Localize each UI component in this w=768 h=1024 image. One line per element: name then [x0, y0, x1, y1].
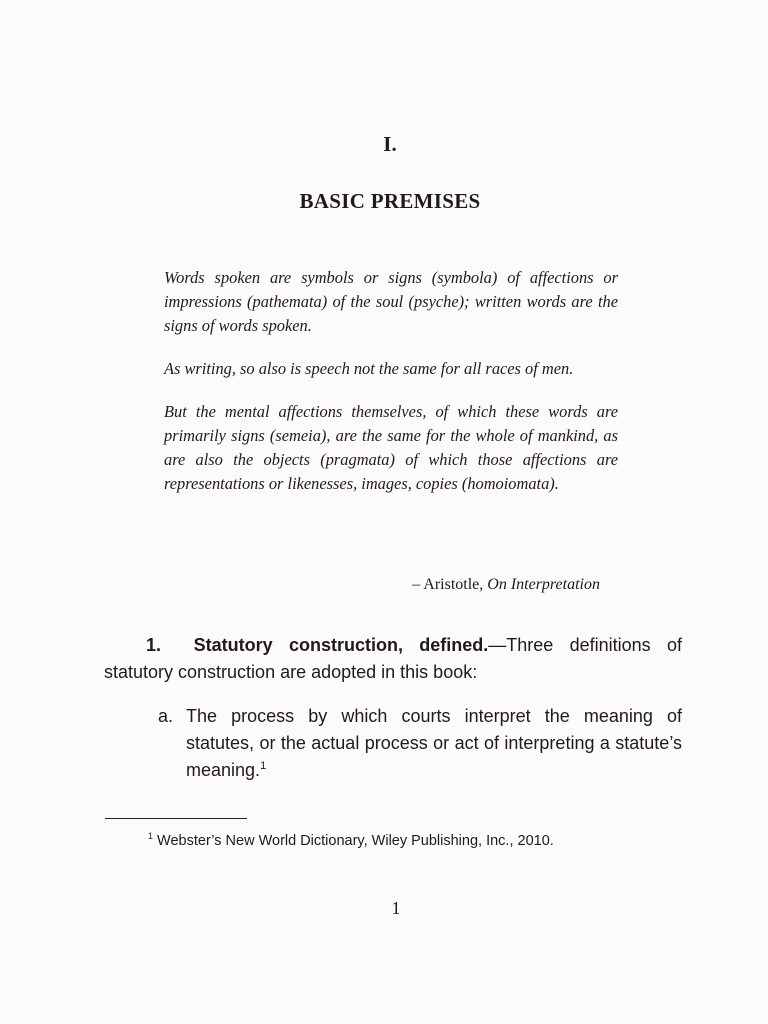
footnote-text: Webster’s New World Dictionary, Wiley Publishing, Inc., 2010. [157, 833, 554, 849]
section-heading: Statutory construction, defined. [193, 635, 489, 655]
epigraph-paragraph: As writing, so also is speech not the same for all races of men. [164, 359, 574, 378]
epigraph [164, 266, 618, 515]
section-number: 1. [146, 635, 162, 655]
epigraph-paragraph: Words spoken are symbols or signs (symbola) of affections or impressions (pathemata) of the soul (psyche); written words are the signs of words spoken. [164, 268, 618, 335]
chapter-title: BASIC PREMISES [299, 189, 481, 213]
footnote [148, 833, 668, 849]
definition-item [158, 703, 682, 784]
attribution-author: – Aristotle, [412, 576, 488, 593]
section-text: —Three definitions of statutory construction are adopted in this book: [104, 635, 682, 682]
epigraph-attribution [164, 576, 600, 594]
epigraph-paragraph: But the mental affections themselves, of which these words are primarily signs (semeia), are the same for the whole of mankind, as are also the objects (pragmata) of which those affections are representations or likenesses, images, copies (homoiomata). [164, 402, 618, 493]
footnote-reference[interactable]: 1 [260, 760, 267, 772]
page-number: 1 [391, 898, 401, 918]
attribution-source: On Interpretation [487, 576, 600, 593]
chapter-number: I. [383, 132, 397, 156]
footnote-number: 1 [148, 831, 154, 842]
definition-marker: a. [158, 706, 174, 726]
footnote-divider [105, 818, 247, 819]
definition-text: The process by which courts interpret the meaning of statutes, or the actual process or act of interpreting a statute’s meaning. [186, 706, 682, 780]
section-paragraph [104, 632, 682, 686]
